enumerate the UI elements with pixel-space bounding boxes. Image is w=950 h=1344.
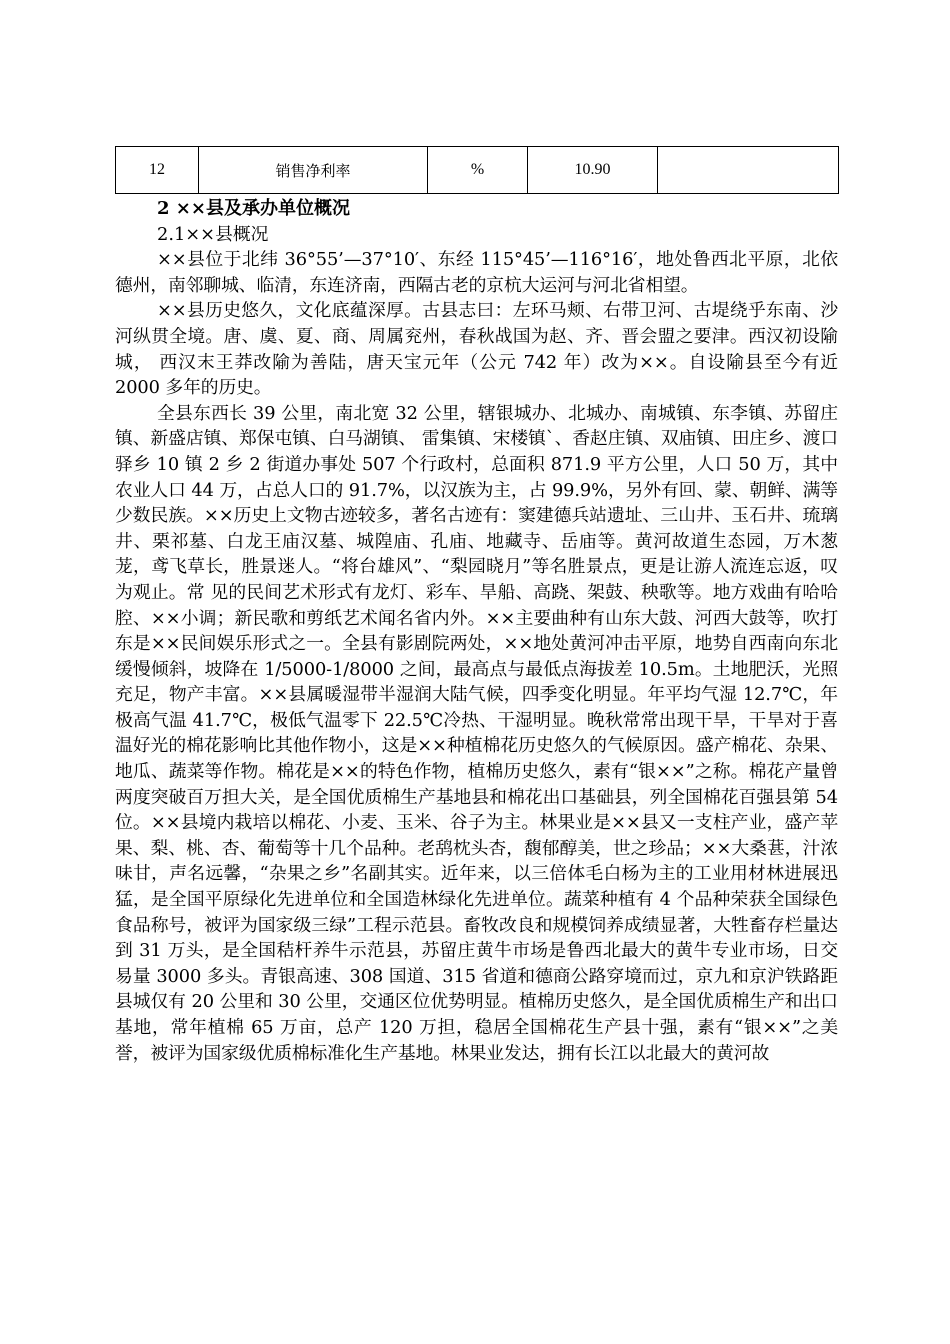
note-cell — [658, 147, 839, 194]
paragraph-overview: 全县东西长 39 公里，南北宽 32 公里，辖银城办、北城办、南城镇、东李镇、苏留庄镇、新盛店镇、郑保屯镇、白马湖镇、 雷集镇、宋楼镇`、香赵庄镇、双庙镇、田庄乡、渡口驿乡 10 镇 2 乡 2 街道办事处 507 个行政村，总面积 871.9 平方公里，人口 50 万，其中农业人口 44 万，占总人口的 91.7%，以汉族为主，占 99.9%，另外有回、蒙、朝鲜、满等少数民族。××历史上文物古迹较多，著名古迹有：窦建德兵站遗址、三山井、玉石井、琉璃井、栗祁墓、白龙王庙汉墓、城隍庙、孔庙、地藏寺、岳庙等。黄河故道生态园，万木葱茏，鸢飞草长，胜景迷人。“将台雄风”、“梨园晓月”等名胜景点，更是让游人流连忘返，叹为观止。常 见的民间艺术形式有龙灯、彩车、旱船、高跷、架鼓、秧歌等。地方戏曲有哈哈腔、××小调；新民歌和剪纸艺术闻名省内外。××主要曲种有山东大鼓、河西大鼓等，吹打东是××民间娱乐形式之一。全县有影剧院两处，××地处黄河冲击平原，地势自西南向东北缓慢倾斜，坡降在 1/5000-1/8000 之间，最高点与最低点海拔差 10.5m。土地肥沃，光照充足，物产丰富。××县属暖湿带半湿润大陆气候，四季变化明显。年平均气湿 12.7℃，年极高气温 41.7℃，极低气温零下 22.5℃冷热、干湿明显。晚秋常常出现干旱，干旱对于喜温好光的棉花影响比其他作物小，这是××种植棉花历史悠久的气候原因。盛产棉花、杂果、地瓜、蔬菜等作物。棉花是××的特色作物，植棉历史悠久，素有“银××”之称。棉花产量曾两度突破百万担大关，是全国优质棉生产基地县和棉花出口基础县，列全国棉花百强县第 54 位。××县境内栽培以棉花、小麦、玉米、谷子为主。林果业是××县又一支柱产业，盛产苹果、梨、桃、杏、葡萄等十几个品种。老鸹枕头杏，馥郁醇美，世之珍品；××大桑葚，汁浓味甘，声名远馨，“杂果之乡”名副其实。近年来，以三倍体毛白杨为主的工业用材林进展迅猛，是全国平原绿化先进单位和全国造林绿化先进单位。蔬菜种植有 4 个品种荣获全国绿色食品称号，被评为国家级三绿”工程示范县。畜牧改良和规模饲养成绩显著，大牲畜存栏量达到 31 万头，是全国秸杆养牛示范县，苏留庄黄牛市场是鲁西北最大的黄牛专业市场，日交易量 3000 多头。青银高速、308 国道、315 省道和德商公路穿境而过，京九和京沪铁路距县城仅有 20 公里和 30 公里，交通区位优势明显。植棉历史悠久，是全国优质棉生产和出口基地，常年植棉 65 万亩，总产 120 万担，稳居全国棉花生产县十强，素有“银××”之美誉，被评为国家级优质棉标准化生产基地。林果业发达，拥有长江以北最大的黄河故 — [115, 402, 838, 1064]
indicator-name-cell: 销售净利率 — [199, 147, 428, 194]
paragraph-history: ××县历史悠久，文化底蕴深厚。古县志曰：左环马颊、右带卫河、古堤绕乎东南、沙河纵贯全境。唐、虞、夏、商、周属兖州，春秋战国为赵、齐、晋会盟之要津。西汉初设隃城， 西汉末王莽改隃为善陆，唐天宝元年（公元 742 年）改为××。自设隃县至今有近 2000 多年的历史。 — [115, 300, 838, 399]
subsection-heading: 2.1××县概况 — [157, 223, 269, 245]
row-index-cell: 12 — [116, 147, 199, 194]
value-cell: 10.90 — [528, 147, 658, 194]
indicator-table — [115, 146, 839, 194]
table-row — [116, 147, 839, 194]
section-heading: 2 ××县及承办单位概况 — [157, 198, 350, 219]
body-text — [115, 196, 838, 1066]
paragraph-location: ××县位于北纬 36°55’—37°10′、东经 115°45’—116°16′，地处鲁西北平原，北依德州，南邻聊城、临清，东连济南，西隔古老的京杭大运河与河北省相望。 — [115, 249, 838, 296]
unit-cell: % — [428, 147, 528, 194]
